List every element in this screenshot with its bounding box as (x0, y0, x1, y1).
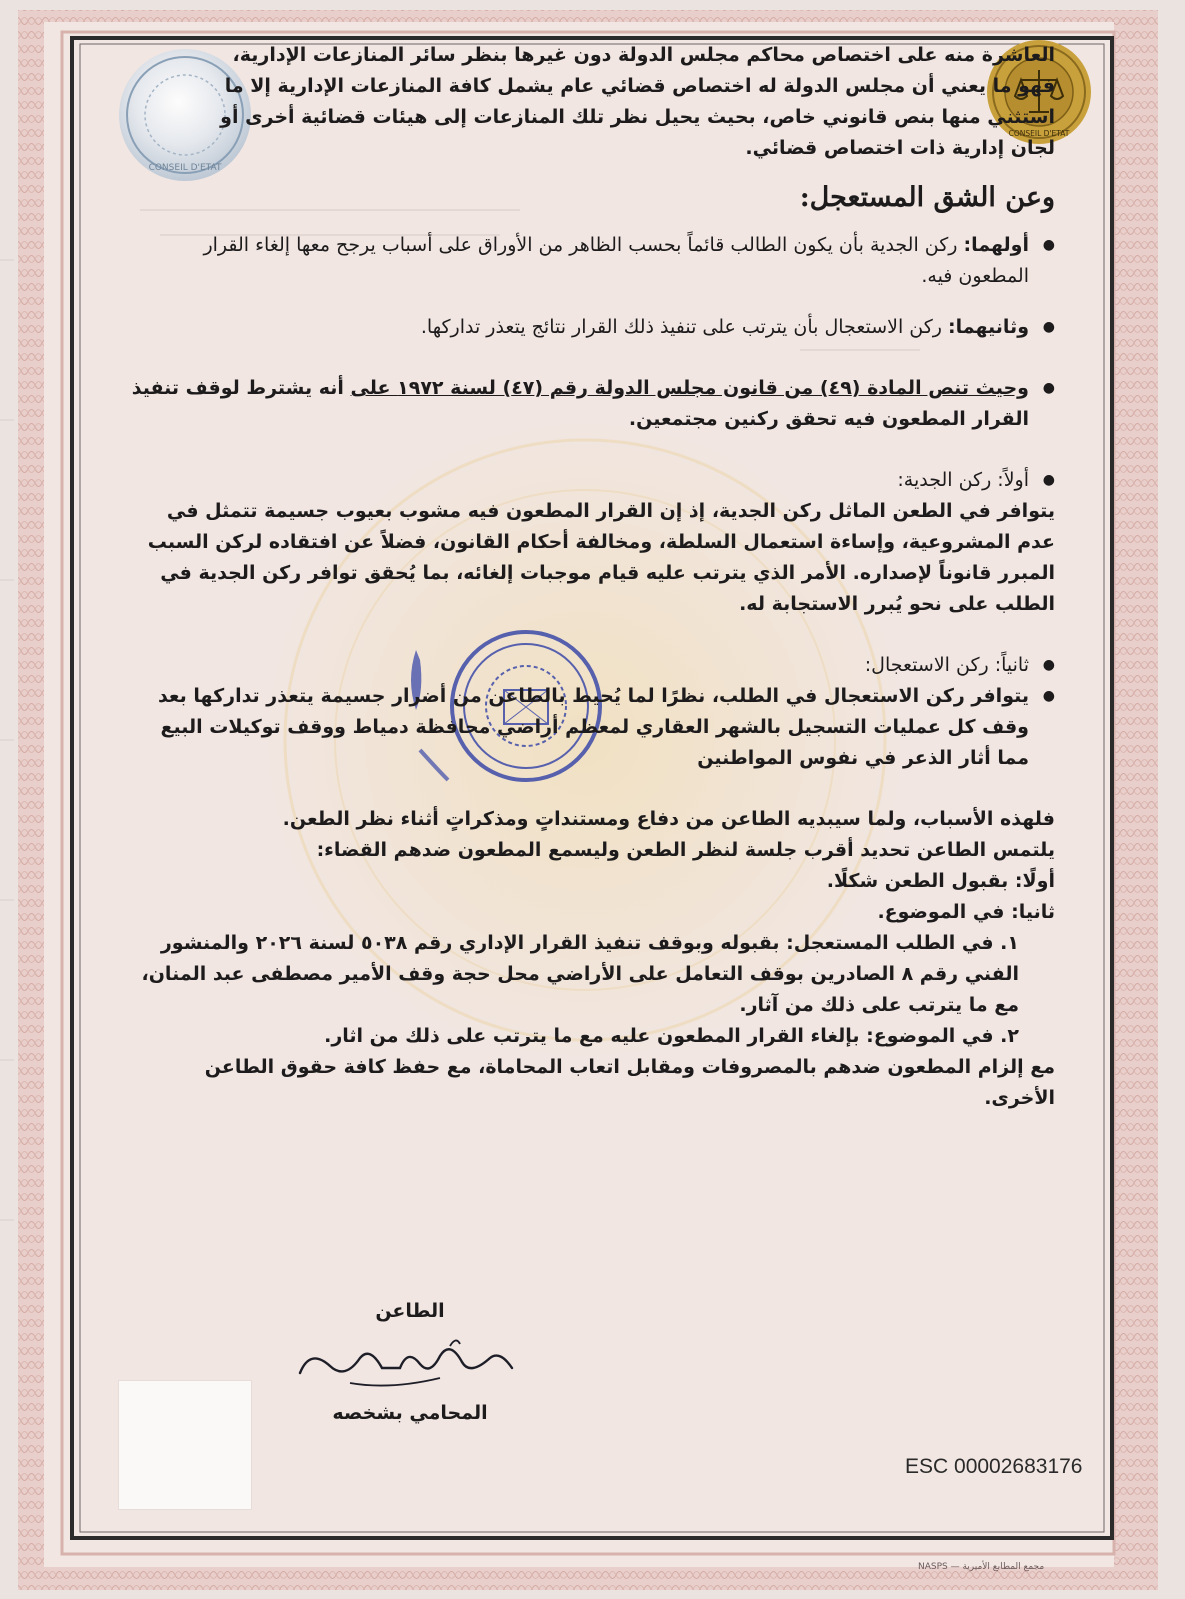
signature-block (300, 1300, 520, 1424)
printer-footer-note: مجمع المطابع الأميرية — NASPS (918, 1562, 1045, 1572)
hologram-seal-text: CONSEIL D'ETAT (148, 163, 222, 173)
seriousness-heading-text: أولاً: ركن الجدية: (897, 469, 1029, 491)
signature-title: الطاعن (375, 1300, 445, 1322)
gold-seal-text: CONSEIL D'ETAT (1008, 129, 1070, 138)
intro-line: العاشرة منه على اختصاص محاكم مجلس الدولة دون غيرها بنظر سائر المنازعات الإدارية، (232, 44, 1055, 66)
urgency-paragraph-text: يتوافر ركن الاستعجال في الطلب، نظرًا لما يُحيط بالطاعن من أضرار جسيمة يتعذر تداركها بعد وقف كل عمليات التسجيل بالشهر العقاري لمعظم أراضي محافظة دمياط ووقف توكيلات البيع مما أثار الذعر في نفوس المواطنين (157, 685, 1029, 769)
urgency-heading-text: ثانياً: ركن الاستعجال: (864, 654, 1029, 676)
condition-second (130, 312, 1055, 343)
article-49-rest: أنه يشترط لوقف تنفيذ القرار المطعون فيه تحقق ركنين مجتمعين. (131, 377, 1029, 430)
seriousness-heading (130, 465, 1055, 496)
closing-costs: مع إلزام المطعون ضدهم بالمصروفات ومقابل اتعاب المحاماة، مع حفظ كافة حقوق الطاعن الأخرى. (204, 1056, 1055, 1109)
closing-first: أولًا: بقبول الطعن شكلًا. (826, 870, 1055, 892)
condition-second-label: وثانيهما: (948, 316, 1029, 338)
intro-line: فهو ما يعني أن مجلس الدولة له اختصاص قضائي عام يشمل كافة المنازعات الإدارية إلا ما (224, 75, 1055, 97)
condition-second-text: ركن الاستعجال بأن يترتب على تنفيذ ذلك القرار نتائج يتعذر تداركها. (420, 316, 949, 338)
intro-line: استثني منها بنص قانوني خاص، بحيث يحيل نظر تلك المنازعات إلى هيئات قضائية أخرى أو (220, 106, 1055, 128)
condition-first-text: ركن الجدية بأن يكون الطالب قائماً بحسب الظاهر من الأوراق على أسباب يرجح معها إلغاء القرار المطعون فيه. (203, 234, 1029, 287)
article-49-paragraph (130, 373, 1055, 435)
condition-first-label: أولهما: (963, 234, 1029, 256)
closing-item-1: ١. في الطلب المستعجل: بقبوله وبوقف تنفيذ القرار الإداري رقم ٥٠٣٨ لسنة ٢٠٢٦ والمنشور الفني رقم ٨ الصادرين بوقف التعامل على الأراضي محل حجة وقف الأمير مصطفى عبد المنان، مع ما يترتب على ذلك من آثار. (141, 932, 1019, 1016)
urgency-paragraph (130, 681, 1055, 774)
serial-number: ESC 00002683176 (905, 1455, 1083, 1478)
section-heading-urgent-part: وعن الشق المستعجل: (799, 182, 1055, 213)
signature-caption: المحامي بشخصه (332, 1402, 488, 1424)
closing-second: ثانيا: في الموضوع. (877, 901, 1055, 923)
handwritten-signature (290, 1328, 520, 1398)
closing-item-2: ٢. في الموضوع: بإلغاء القرار المطعون عليه مع ما يترتب على ذلك من اثار. (324, 1025, 1019, 1047)
urgency-heading (130, 650, 1055, 681)
white-sticker (118, 1380, 252, 1510)
intro-line: لجان إدارية ذات اختصاص قضائي. (745, 137, 1055, 159)
condition-first (130, 230, 1055, 292)
closing-reasons: فلهذه الأسباب، ولما سيبديه الطاعن من دفاع ومستنداتٍ ومذكراتٍ أثناء نظر الطعن. (282, 808, 1055, 830)
article-49-underlined: وحيث تنص المادة (٤٩) من قانون مجلس الدولة رقم (٤٧) لسنة ١٩٧٢ على (350, 377, 1029, 399)
document-body (130, 40, 1055, 1114)
seriousness-paragraph: يتوافر في الطعن الماثل ركن الجدية، إذ إن القرار المطعون فيه مشوب بعيوب جسيمة تتمثل في عدم المشروعية، وإساءة استعمال السلطة، ومخالفة أحكام القانون، فضلاً عن افتقاده لركن السبب المبرر قانوناً لإصداره. الأمر الذي يترتب عليه قيام موجبات إلغائه، بما يُحقق توافر ركن الجدية في الطلب على نحو يُبرر الاستجابة له. (147, 500, 1055, 615)
closing-request: يلتمس الطاعن تحديد أقرب جلسة لنظر الطعن وليسمع المطعون ضدهم القضاء: (316, 839, 1055, 861)
